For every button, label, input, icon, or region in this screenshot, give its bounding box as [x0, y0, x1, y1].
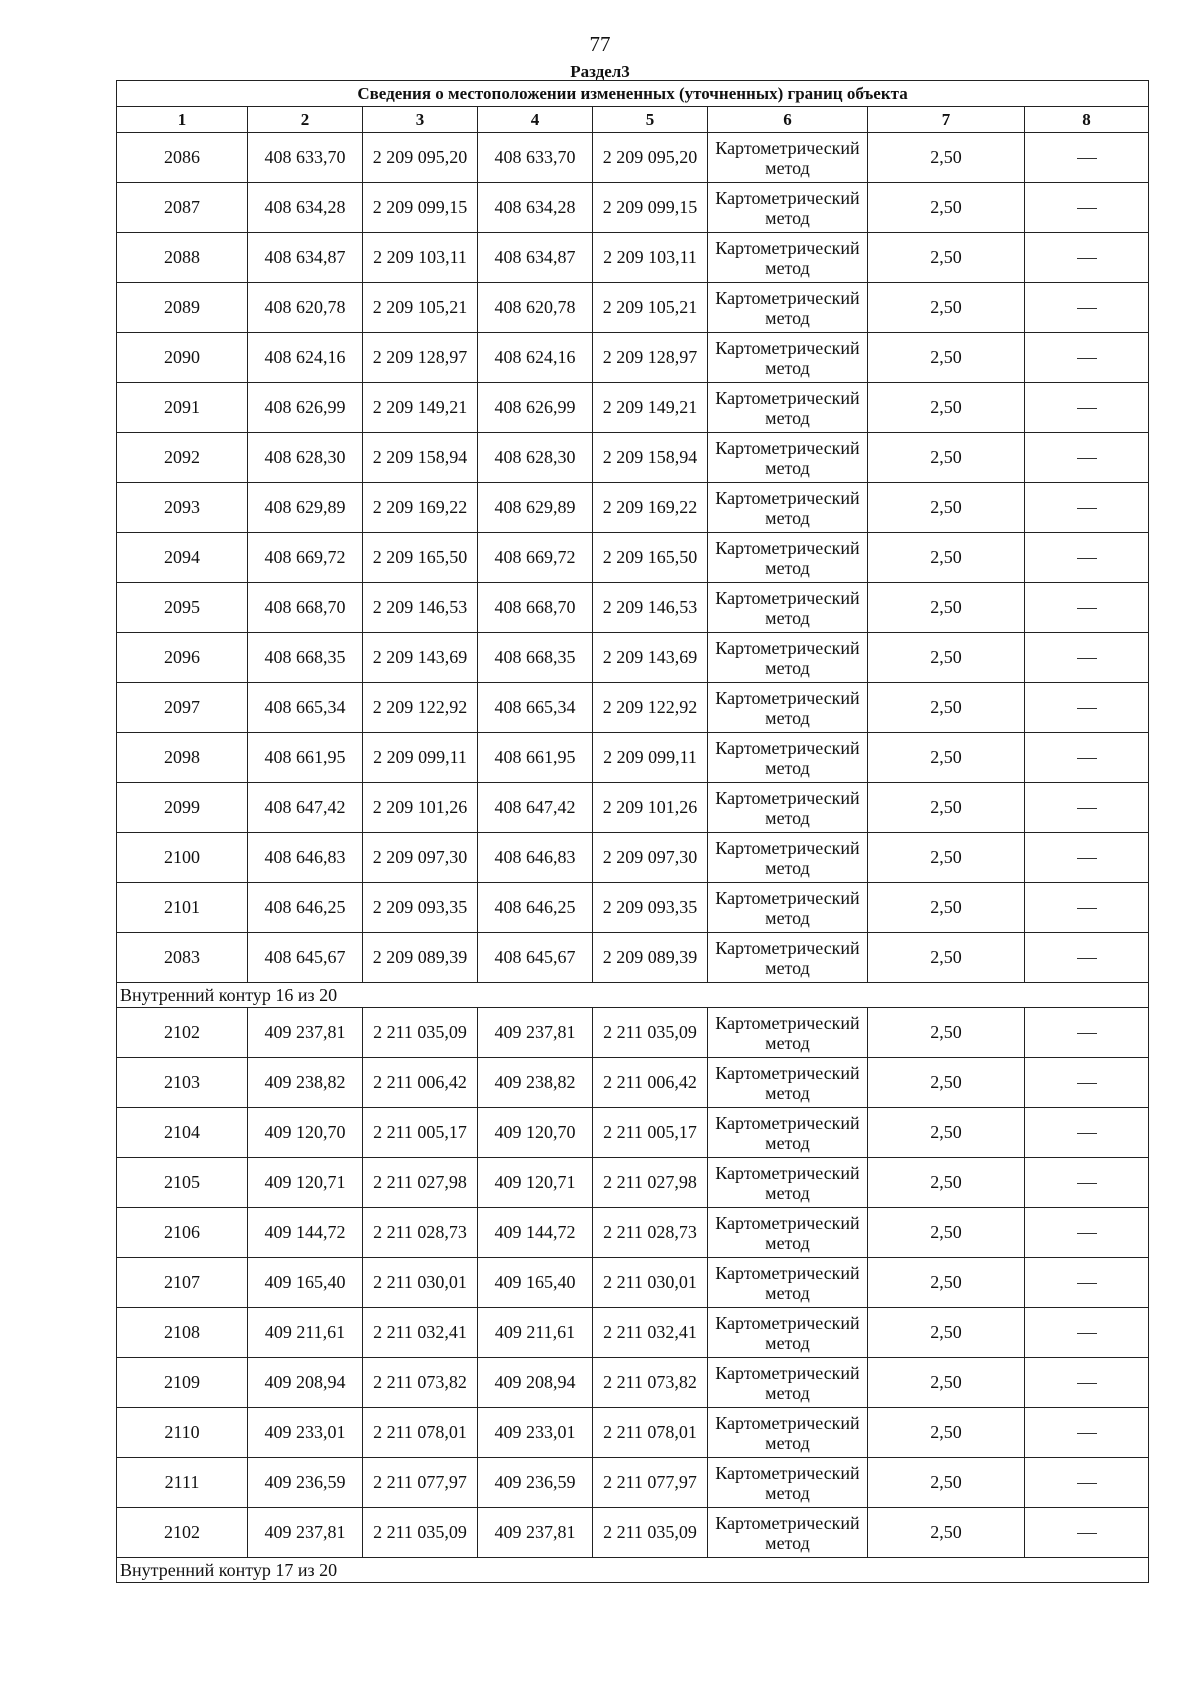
- y-new-cell: 2 209 169,22: [593, 483, 708, 533]
- x-existing-cell: 408 624,16: [248, 333, 363, 383]
- table-row: [117, 1208, 1149, 1258]
- method-cell: Картометрический метод: [708, 833, 868, 883]
- accuracy-cell: 2,50: [868, 1408, 1025, 1458]
- y-existing-cell: 2 211 073,82: [363, 1358, 478, 1408]
- accuracy-cell: 2,50: [868, 1258, 1025, 1308]
- point-number-cell: 2101: [117, 883, 248, 933]
- x-new-cell: 408 646,25: [478, 883, 593, 933]
- point-number-cell: 2110: [117, 1408, 248, 1458]
- description-cell: [1025, 1458, 1149, 1508]
- accuracy-cell: 2,50: [868, 1208, 1025, 1258]
- description-cell: [1025, 1408, 1149, 1458]
- column-number-header: 6: [708, 107, 868, 133]
- method-cell: Картометрический метод: [708, 933, 868, 983]
- x-existing-cell: 408 647,42: [248, 783, 363, 833]
- dash-mark: [1077, 758, 1097, 759]
- contour-label-row: [117, 983, 1149, 1008]
- accuracy-cell: 2,50: [868, 133, 1025, 183]
- x-new-cell: 409 237,81: [478, 1508, 593, 1558]
- contour-label: Внутренний контур 16 из 20: [117, 983, 1149, 1008]
- table-row: [117, 433, 1149, 483]
- accuracy-cell: 2,50: [868, 383, 1025, 433]
- x-existing-cell: 409 236,59: [248, 1458, 363, 1508]
- accuracy-cell: 2,50: [868, 633, 1025, 683]
- y-existing-cell: 2 209 089,39: [363, 933, 478, 983]
- y-existing-cell: 2 209 165,50: [363, 533, 478, 583]
- description-cell: [1025, 1308, 1149, 1358]
- description-cell: [1025, 133, 1149, 183]
- x-new-cell: 408 634,28: [478, 183, 593, 233]
- y-existing-cell: 2 209 093,35: [363, 883, 478, 933]
- section-title: Раздел3: [570, 62, 630, 81]
- y-new-cell: 2 211 078,01: [593, 1408, 708, 1458]
- x-new-cell: 408 668,35: [478, 633, 593, 683]
- x-new-cell: 408 645,67: [478, 933, 593, 983]
- table-row: [117, 233, 1149, 283]
- description-cell: [1025, 833, 1149, 883]
- description-cell: [1025, 333, 1149, 383]
- point-number-cell: 2093: [117, 483, 248, 533]
- method-cell: Картометрический метод: [708, 1058, 868, 1108]
- point-number-cell: 2099: [117, 783, 248, 833]
- y-existing-cell: 2 211 035,09: [363, 1508, 478, 1558]
- table-row: [117, 183, 1149, 233]
- x-existing-cell: 409 233,01: [248, 1408, 363, 1458]
- dash-mark: [1077, 908, 1097, 909]
- y-existing-cell: 2 209 158,94: [363, 433, 478, 483]
- y-existing-cell: 2 209 103,11: [363, 233, 478, 283]
- point-number-cell: 2087: [117, 183, 248, 233]
- method-cell: Картометрический метод: [708, 683, 868, 733]
- x-existing-cell: 409 120,71: [248, 1158, 363, 1208]
- table-row: [117, 533, 1149, 583]
- description-cell: [1025, 683, 1149, 733]
- y-existing-cell: 2 209 149,21: [363, 383, 478, 433]
- y-existing-cell: 2 209 105,21: [363, 283, 478, 333]
- description-cell: [1025, 633, 1149, 683]
- description-cell: [1025, 483, 1149, 533]
- accuracy-cell: 2,50: [868, 1508, 1025, 1558]
- column-number-header: 2: [248, 107, 363, 133]
- method-cell: Картометрический метод: [708, 483, 868, 533]
- accuracy-cell: 2,50: [868, 683, 1025, 733]
- point-number-cell: 2086: [117, 133, 248, 183]
- accuracy-cell: 2,50: [868, 833, 1025, 883]
- dash-mark: [1077, 458, 1097, 459]
- table-row: [117, 483, 1149, 533]
- dash-mark: [1077, 308, 1097, 309]
- x-new-cell: 409 211,61: [478, 1308, 593, 1358]
- description-cell: [1025, 433, 1149, 483]
- y-new-cell: 2 209 146,53: [593, 583, 708, 633]
- dash-mark: [1077, 1383, 1097, 1384]
- method-cell: Картометрический метод: [708, 1408, 868, 1458]
- column-number-header: 4: [478, 107, 593, 133]
- dash-mark: [1077, 1233, 1097, 1234]
- point-number-cell: 2092: [117, 433, 248, 483]
- column-number-header: 3: [363, 107, 478, 133]
- y-existing-cell: 2 211 028,73: [363, 1208, 478, 1258]
- accuracy-cell: 2,50: [868, 483, 1025, 533]
- point-number-cell: 2098: [117, 733, 248, 783]
- dash-mark: [1077, 1033, 1097, 1034]
- accuracy-cell: 2,50: [868, 1358, 1025, 1408]
- y-new-cell: 2 211 005,17: [593, 1108, 708, 1158]
- y-existing-cell: 2 211 027,98: [363, 1158, 478, 1208]
- x-existing-cell: 408 668,70: [248, 583, 363, 633]
- point-number-cell: 2105: [117, 1158, 248, 1208]
- y-existing-cell: 2 211 032,41: [363, 1308, 478, 1358]
- y-new-cell: 2 211 035,09: [593, 1508, 708, 1558]
- accuracy-cell: 2,50: [868, 533, 1025, 583]
- x-new-cell: 408 665,34: [478, 683, 593, 733]
- y-existing-cell: 2 209 128,97: [363, 333, 478, 383]
- dash-mark: [1077, 508, 1097, 509]
- point-number-cell: 2089: [117, 283, 248, 333]
- table-row: [117, 783, 1149, 833]
- dash-mark: [1077, 258, 1097, 259]
- x-new-cell: 408 620,78: [478, 283, 593, 333]
- contour-label: Внутренний контур 17 из 20: [117, 1558, 1149, 1583]
- y-existing-cell: 2 209 099,15: [363, 183, 478, 233]
- description-cell: [1025, 733, 1149, 783]
- y-existing-cell: 2 211 078,01: [363, 1408, 478, 1458]
- table-row: [117, 1108, 1149, 1158]
- description-cell: [1025, 883, 1149, 933]
- x-new-cell: 408 669,72: [478, 533, 593, 583]
- table-row: [117, 1258, 1149, 1308]
- method-cell: Картометрический метод: [708, 183, 868, 233]
- x-new-cell: 409 236,59: [478, 1458, 593, 1508]
- accuracy-cell: 2,50: [868, 1458, 1025, 1508]
- dash-mark: [1077, 708, 1097, 709]
- description-cell: [1025, 783, 1149, 833]
- y-new-cell: 2 211 027,98: [593, 1158, 708, 1208]
- dash-mark: [1077, 808, 1097, 809]
- method-cell: Картометрический метод: [708, 283, 868, 333]
- table-row: [117, 1058, 1149, 1108]
- column-number-header: 7: [868, 107, 1025, 133]
- y-existing-cell: 2 211 030,01: [363, 1258, 478, 1308]
- x-existing-cell: 408 646,83: [248, 833, 363, 883]
- description-cell: [1025, 283, 1149, 333]
- description-cell: [1025, 183, 1149, 233]
- x-new-cell: 408 647,42: [478, 783, 593, 833]
- y-existing-cell: 2 211 005,17: [363, 1108, 478, 1158]
- method-cell: Картометрический метод: [708, 133, 868, 183]
- point-number-cell: 2104: [117, 1108, 248, 1158]
- coordinates-table: [116, 80, 1149, 1583]
- point-number-cell: 2102: [117, 1008, 248, 1058]
- method-cell: Картометрический метод: [708, 583, 868, 633]
- method-cell: Картометрический метод: [708, 433, 868, 483]
- dash-mark: [1077, 408, 1097, 409]
- y-existing-cell: 2 209 143,69: [363, 633, 478, 683]
- description-cell: [1025, 1508, 1149, 1558]
- table-body: [117, 133, 1149, 1583]
- accuracy-cell: 2,50: [868, 933, 1025, 983]
- method-cell: Картометрический метод: [708, 1358, 868, 1408]
- x-existing-cell: 409 165,40: [248, 1258, 363, 1308]
- table-row: [117, 1458, 1149, 1508]
- x-new-cell: 408 661,95: [478, 733, 593, 783]
- y-new-cell: 2 211 028,73: [593, 1208, 708, 1258]
- description-cell: [1025, 1258, 1149, 1308]
- contour-label-row: [117, 1558, 1149, 1583]
- table-row: [117, 1358, 1149, 1408]
- description-cell: [1025, 1158, 1149, 1208]
- dash-mark: [1077, 958, 1097, 959]
- x-existing-cell: 408 661,95: [248, 733, 363, 783]
- y-existing-cell: 2 209 122,92: [363, 683, 478, 733]
- table-row: [117, 333, 1149, 383]
- x-existing-cell: 409 211,61: [248, 1308, 363, 1358]
- method-cell: Картометрический метод: [708, 883, 868, 933]
- point-number-cell: 2094: [117, 533, 248, 583]
- point-number-cell: 2088: [117, 233, 248, 283]
- x-new-cell: 409 208,94: [478, 1358, 593, 1408]
- x-existing-cell: 408 626,99: [248, 383, 363, 433]
- y-new-cell: 2 211 077,97: [593, 1458, 708, 1508]
- method-cell: Картометрический метод: [708, 1158, 868, 1208]
- y-new-cell: 2 209 095,20: [593, 133, 708, 183]
- method-cell: Картометрический метод: [708, 533, 868, 583]
- accuracy-cell: 2,50: [868, 1108, 1025, 1158]
- x-new-cell: 409 237,81: [478, 1008, 593, 1058]
- table-row: [117, 633, 1149, 683]
- dash-mark: [1077, 1133, 1097, 1134]
- y-existing-cell: 2 209 095,20: [363, 133, 478, 183]
- x-existing-cell: 408 620,78: [248, 283, 363, 333]
- y-new-cell: 2 209 165,50: [593, 533, 708, 583]
- x-existing-cell: 408 645,67: [248, 933, 363, 983]
- dash-mark: [1077, 558, 1097, 559]
- dash-mark: [1077, 658, 1097, 659]
- method-cell: Картометрический метод: [708, 783, 868, 833]
- point-number-cell: 2106: [117, 1208, 248, 1258]
- table-row: [117, 883, 1149, 933]
- x-new-cell: 408 628,30: [478, 433, 593, 483]
- point-number-cell: 2090: [117, 333, 248, 383]
- dash-mark: [1077, 1183, 1097, 1184]
- y-new-cell: 2 209 099,15: [593, 183, 708, 233]
- method-cell: Картометрический метод: [708, 233, 868, 283]
- y-new-cell: 2 209 149,21: [593, 383, 708, 433]
- y-existing-cell: 2 209 101,26: [363, 783, 478, 833]
- page-number: 77: [589, 32, 611, 56]
- accuracy-cell: 2,50: [868, 1058, 1025, 1108]
- x-existing-cell: 408 665,34: [248, 683, 363, 733]
- description-cell: [1025, 233, 1149, 283]
- table-row: [117, 833, 1149, 883]
- x-existing-cell: 409 120,70: [248, 1108, 363, 1158]
- dash-mark: [1077, 158, 1097, 159]
- dash-mark: [1077, 1533, 1097, 1534]
- x-existing-cell: 409 237,81: [248, 1008, 363, 1058]
- method-cell: Картометрический метод: [708, 1458, 868, 1508]
- x-new-cell: 408 626,99: [478, 383, 593, 433]
- accuracy-cell: 2,50: [868, 733, 1025, 783]
- point-number-cell: 2095: [117, 583, 248, 633]
- x-new-cell: 408 634,87: [478, 233, 593, 283]
- point-number-cell: 2083: [117, 933, 248, 983]
- point-number-cell: 2103: [117, 1058, 248, 1108]
- point-number-cell: 2108: [117, 1308, 248, 1358]
- x-existing-cell: 409 144,72: [248, 1208, 363, 1258]
- description-cell: [1025, 933, 1149, 983]
- point-number-cell: 2091: [117, 383, 248, 433]
- accuracy-cell: 2,50: [868, 783, 1025, 833]
- description-cell: [1025, 1208, 1149, 1258]
- accuracy-cell: 2,50: [868, 1308, 1025, 1358]
- description-cell: [1025, 1058, 1149, 1108]
- dash-mark: [1077, 1333, 1097, 1334]
- y-new-cell: 2 209 143,69: [593, 633, 708, 683]
- table-row: [117, 283, 1149, 333]
- y-existing-cell: 2 209 169,22: [363, 483, 478, 533]
- x-existing-cell: 408 629,89: [248, 483, 363, 533]
- y-new-cell: 2 209 093,35: [593, 883, 708, 933]
- method-cell: Картометрический метод: [708, 1258, 868, 1308]
- table-caption: Сведения о местоположении измененных (уточненных) границ объекта: [117, 81, 1149, 107]
- description-cell: [1025, 583, 1149, 633]
- y-existing-cell: 2 209 097,30: [363, 833, 478, 883]
- column-number-header: 8: [1025, 107, 1149, 133]
- dash-mark: [1077, 1083, 1097, 1084]
- x-existing-cell: 408 628,30: [248, 433, 363, 483]
- y-new-cell: 2 209 158,94: [593, 433, 708, 483]
- table-row: [117, 583, 1149, 633]
- dash-mark: [1077, 608, 1097, 609]
- y-existing-cell: 2 211 006,42: [363, 1058, 478, 1108]
- method-cell: Картометрический метод: [708, 1508, 868, 1558]
- description-cell: [1025, 1008, 1149, 1058]
- x-existing-cell: 409 237,81: [248, 1508, 363, 1558]
- y-existing-cell: 2 211 035,09: [363, 1008, 478, 1058]
- x-existing-cell: 408 646,25: [248, 883, 363, 933]
- x-new-cell: 409 238,82: [478, 1058, 593, 1108]
- method-cell: Картометрический метод: [708, 1208, 868, 1258]
- y-new-cell: 2 209 103,11: [593, 233, 708, 283]
- method-cell: Картометрический метод: [708, 1308, 868, 1358]
- method-cell: Картометрический метод: [708, 1108, 868, 1158]
- table-row: [117, 683, 1149, 733]
- table-row: [117, 1508, 1149, 1558]
- column-number-header: 1: [117, 107, 248, 133]
- method-cell: Картометрический метод: [708, 383, 868, 433]
- description-cell: [1025, 383, 1149, 433]
- accuracy-cell: 2,50: [868, 1158, 1025, 1208]
- accuracy-cell: 2,50: [868, 1008, 1025, 1058]
- table-row: [117, 933, 1149, 983]
- column-number-header: 5: [593, 107, 708, 133]
- description-cell: [1025, 533, 1149, 583]
- table-row: [117, 733, 1149, 783]
- dash-mark: [1077, 208, 1097, 209]
- y-existing-cell: 2 211 077,97: [363, 1458, 478, 1508]
- x-existing-cell: 408 668,35: [248, 633, 363, 683]
- y-new-cell: 2 209 099,11: [593, 733, 708, 783]
- method-cell: Картометрический метод: [708, 333, 868, 383]
- point-number-cell: 2102: [117, 1508, 248, 1558]
- x-new-cell: 408 668,70: [478, 583, 593, 633]
- dash-mark: [1077, 358, 1097, 359]
- x-new-cell: 409 165,40: [478, 1258, 593, 1308]
- y-existing-cell: 2 209 146,53: [363, 583, 478, 633]
- x-existing-cell: 409 238,82: [248, 1058, 363, 1108]
- y-new-cell: 2 209 105,21: [593, 283, 708, 333]
- accuracy-cell: 2,50: [868, 233, 1025, 283]
- y-new-cell: 2 211 032,41: [593, 1308, 708, 1358]
- table-row: [117, 1308, 1149, 1358]
- accuracy-cell: 2,50: [868, 183, 1025, 233]
- dash-mark: [1077, 1433, 1097, 1434]
- x-new-cell: 408 629,89: [478, 483, 593, 533]
- y-new-cell: 2 209 122,92: [593, 683, 708, 733]
- x-existing-cell: 408 634,87: [248, 233, 363, 283]
- dash-mark: [1077, 1283, 1097, 1284]
- point-number-cell: 2109: [117, 1358, 248, 1408]
- y-new-cell: 2 209 097,30: [593, 833, 708, 883]
- point-number-cell: 2111: [117, 1458, 248, 1508]
- x-new-cell: 409 120,71: [478, 1158, 593, 1208]
- y-existing-cell: 2 209 099,11: [363, 733, 478, 783]
- accuracy-cell: 2,50: [868, 883, 1025, 933]
- x-existing-cell: 408 669,72: [248, 533, 363, 583]
- point-number-cell: 2100: [117, 833, 248, 883]
- x-existing-cell: 409 208,94: [248, 1358, 363, 1408]
- method-cell: Картометрический метод: [708, 1008, 868, 1058]
- x-existing-cell: 408 633,70: [248, 133, 363, 183]
- y-new-cell: 2 209 089,39: [593, 933, 708, 983]
- x-new-cell: 408 646,83: [478, 833, 593, 883]
- table-row: [117, 383, 1149, 433]
- x-new-cell: 409 120,70: [478, 1108, 593, 1158]
- table-row: [117, 1408, 1149, 1458]
- description-cell: [1025, 1108, 1149, 1158]
- x-existing-cell: 408 634,28: [248, 183, 363, 233]
- y-new-cell: 2 211 030,01: [593, 1258, 708, 1308]
- description-cell: [1025, 1358, 1149, 1408]
- x-new-cell: 409 233,01: [478, 1408, 593, 1458]
- accuracy-cell: 2,50: [868, 333, 1025, 383]
- accuracy-cell: 2,50: [868, 433, 1025, 483]
- table-row: [117, 133, 1149, 183]
- y-new-cell: 2 211 035,09: [593, 1008, 708, 1058]
- method-cell: Картометрический метод: [708, 733, 868, 783]
- x-new-cell: 408 624,16: [478, 333, 593, 383]
- accuracy-cell: 2,50: [868, 283, 1025, 333]
- y-new-cell: 2 209 128,97: [593, 333, 708, 383]
- dash-mark: [1077, 858, 1097, 859]
- x-new-cell: 408 633,70: [478, 133, 593, 183]
- point-number-cell: 2096: [117, 633, 248, 683]
- accuracy-cell: 2,50: [868, 583, 1025, 633]
- table-row: [117, 1008, 1149, 1058]
- y-new-cell: 2 211 006,42: [593, 1058, 708, 1108]
- x-new-cell: 409 144,72: [478, 1208, 593, 1258]
- method-cell: Картометрический метод: [708, 633, 868, 683]
- y-new-cell: 2 209 101,26: [593, 783, 708, 833]
- dash-mark: [1077, 1483, 1097, 1484]
- point-number-cell: 2107: [117, 1258, 248, 1308]
- table-row: [117, 1158, 1149, 1208]
- point-number-cell: 2097: [117, 683, 248, 733]
- y-new-cell: 2 211 073,82: [593, 1358, 708, 1408]
